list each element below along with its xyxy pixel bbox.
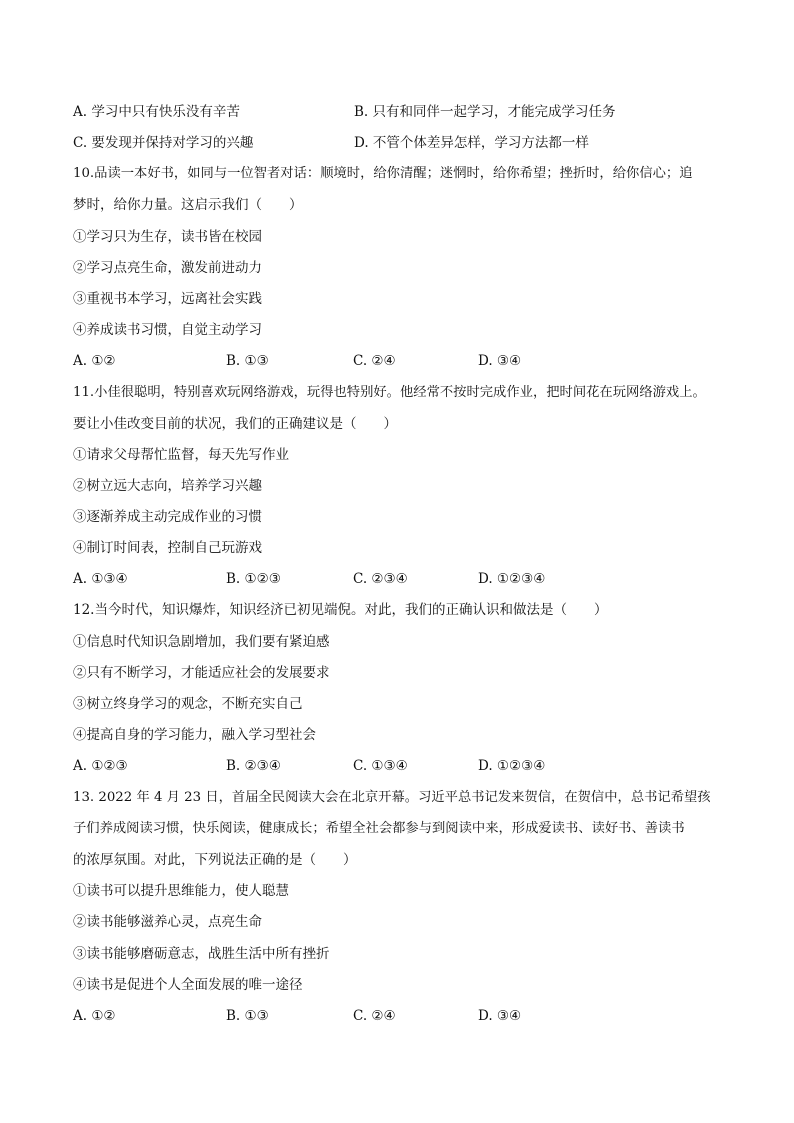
q10-stem-line2: 梦时，给你力量。这启示我们（ ） [73, 197, 303, 213]
q10-option-b: B. ①③ [226, 353, 269, 369]
q13-item-4: ④读书是促进个人全面发展的唯一途径 [73, 977, 303, 993]
q10-stem-line1: 10.品读一本好书，如同与一位智者对话：顺境时，给你清醒；迷惘时，给你希望；挫折时，给你信心；追 [73, 166, 693, 181]
q12-option-b: B. ②③④ [226, 758, 281, 774]
q11-option-b: B. ①②③ [226, 571, 281, 587]
q12-item-4: ④提高自身的学习能力，融入学习型社会 [73, 727, 316, 743]
q10-item-1: ①学习只为生存，读书皆在校园 [73, 229, 262, 245]
q11-item-1: ①请求父母帮忙监督，每天先写作业 [73, 447, 289, 463]
q10-item-2: ②学习点亮生命，激发前进动力 [73, 260, 262, 276]
q12-item-3: ③树立终身学习的观念，不断充实自己 [73, 696, 303, 712]
q12-option-d: D. ①②③④ [478, 758, 546, 774]
q11-item-2: ②树立远大志向，培养学习兴趣 [73, 478, 262, 494]
q12-stem-line1: 12.当今时代，知识爆炸，知识经济已初见端倪。对此，我们的正确认识和做法是（ ） [73, 602, 608, 618]
q12-item-1: ①信息时代知识急剧增加，我们要有紧迫感 [73, 634, 330, 650]
q11-option-d: D. ①②③④ [478, 571, 546, 587]
q11-item-3: ③逐渐养成主动完成作业的习惯 [73, 509, 262, 525]
q9-option-a: A. 学习中只有快乐没有辛苦 [73, 104, 240, 120]
q10-option-d: D. ③④ [478, 353, 522, 369]
q9-option-b: B. 只有和同伴一起学习，才能完成学习任务 [354, 104, 616, 120]
q13-option-b: B. ①③ [226, 1008, 269, 1024]
q12-item-2: ②只有不断学习，才能适应社会的发展要求 [73, 665, 330, 681]
q11-option-c: C. ②③④ [353, 571, 408, 587]
q11-stem-line2: 要让小佳改变目前的状况，我们的正确建议是（ ） [73, 416, 397, 432]
q13-stem-line3: 的浓厚氛围。对此，下列说法正确的是（ ） [73, 852, 357, 868]
q13-stem-line2: 子们养成阅读习惯，快乐阅读，健康成长；希望全社会都参与到阅读中来，形成爱读书、读好书、善读书 [73, 821, 685, 836]
q12-option-c: C. ①③④ [353, 758, 408, 774]
q9-option-d: D. 不管个体差异怎样，学习方法都一样 [354, 135, 589, 151]
q13-item-1: ①读书可以提升思维能力，使人聪慧 [73, 883, 289, 899]
q10-option-a: A. ①② [73, 353, 116, 369]
q11-stem-line1: 11.小佳很聪明，特别喜欢玩网络游戏，玩得也特别好。他经常不按时完成作业，把时间花在玩网络游戏上。 [73, 385, 706, 400]
q10-item-3: ③重视书本学习，远离社会实践 [73, 291, 262, 307]
q9-option-c: C. 要发现并保持对学习的兴趣 [73, 135, 254, 151]
q11-item-4: ④制订时间表，控制自己玩游戏 [73, 540, 262, 556]
q13-option-d: D. ③④ [478, 1008, 522, 1024]
q13-item-2: ②读书能够滋养心灵，点亮生命 [73, 914, 262, 930]
q10-option-c: C. ②④ [353, 353, 396, 369]
q13-option-c: C. ②④ [353, 1008, 396, 1024]
q13-option-a: A. ①② [73, 1008, 116, 1024]
q11-option-a: A. ①③④ [73, 571, 128, 587]
q13-item-3: ③读书能够磨砺意志，战胜生活中所有挫折 [73, 946, 330, 962]
q12-option-a: A. ①②③ [73, 758, 128, 774]
q10-item-4: ④养成读书习惯，自觉主动学习 [73, 322, 262, 338]
q13-stem-line1: 13. 2022 年 4 月 23 日，首届全民阅读大会在北京开幕。习近平总书记发来贺信，在贺信中，总书记希望孩 [73, 790, 711, 805]
